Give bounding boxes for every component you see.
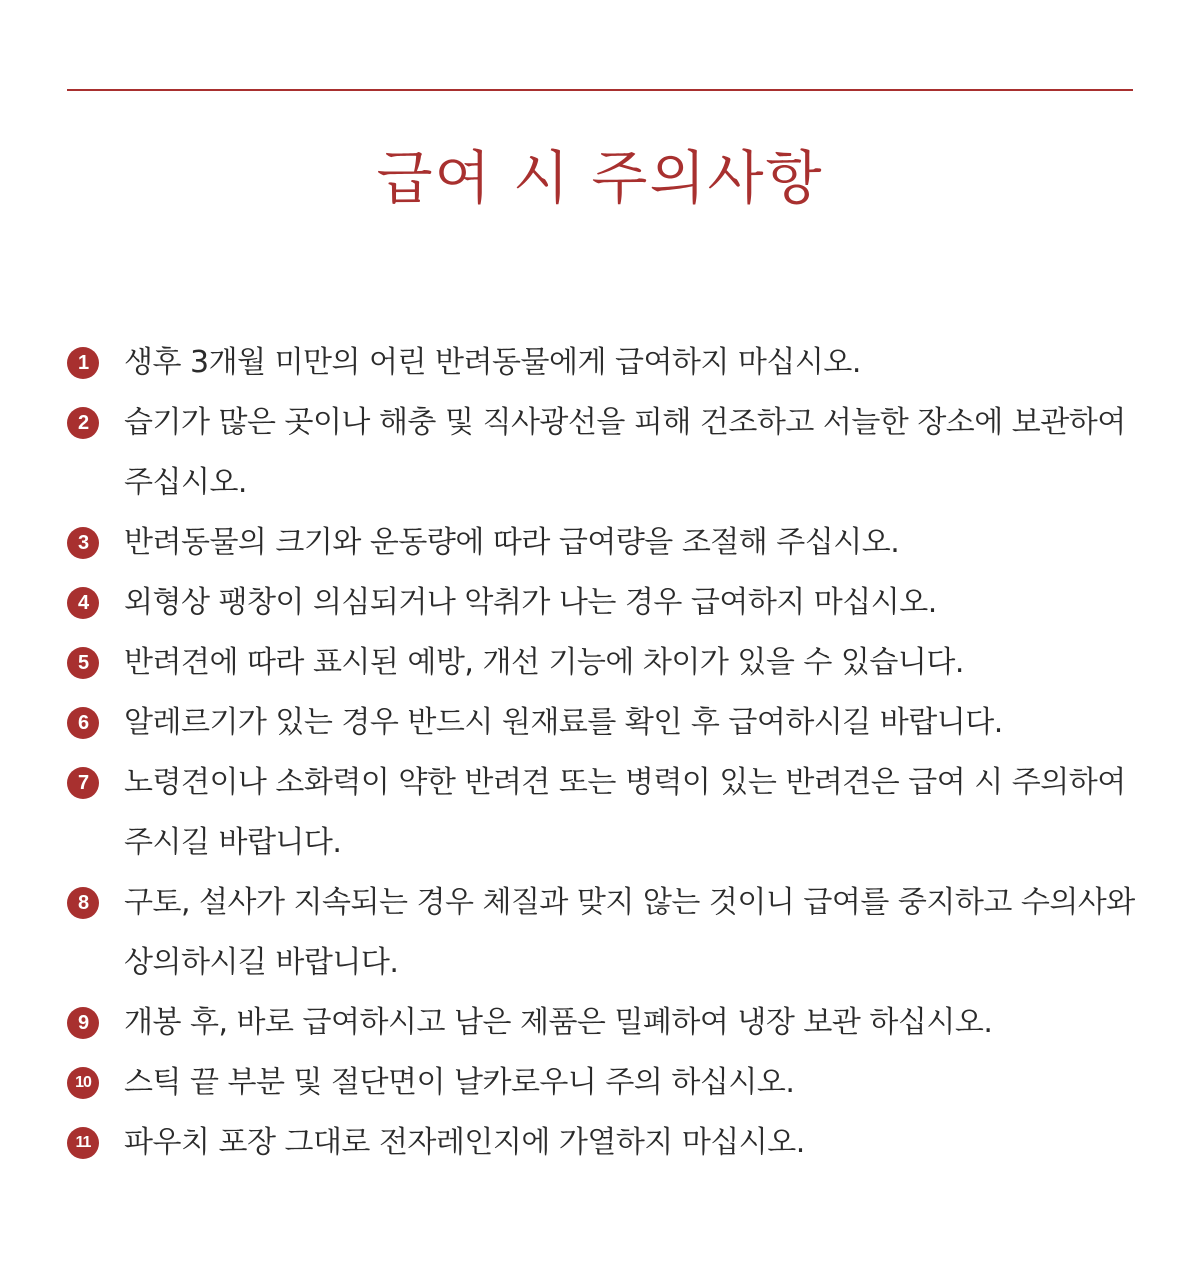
item-text: 생후 3개월 미만의 어린 반려동물에게 급여하지 마십시오.: [124, 345, 861, 380]
number-badge: 6: [67, 707, 99, 739]
item-text: 구토, 설사가 지속되는 경우 체질과 맞지 않는 것이니 급여를 중지하고 수의사와 상의하시길 바랍니다.: [124, 885, 1135, 980]
number-badge: 11: [67, 1127, 99, 1159]
caution-list: [67, 333, 1147, 1173]
top-divider: [67, 89, 1133, 91]
number-badge: 5: [67, 647, 99, 679]
list-item: [67, 693, 1147, 753]
number-badge: 8: [67, 887, 99, 919]
list-item: [67, 333, 1147, 393]
number-badge: 10: [67, 1067, 99, 1099]
item-text: 외형상 팽창이 의심되거나 악취가 나는 경우 급여하지 마십시오.: [124, 585, 937, 620]
item-text: 반려견에 따라 표시된 예방, 개선 기능에 차이가 있을 수 있습니다.: [124, 645, 964, 680]
item-text: 습기가 많은 곳이나 해충 및 직사광선을 피해 건조하고 서늘한 장소에 보관하여 주십시오.: [124, 405, 1126, 500]
item-text: 반려동물의 크기와 운동량에 따라 급여량을 조절해 주십시오.: [124, 525, 900, 560]
number-badge: 7: [67, 767, 99, 799]
list-item: [67, 993, 1147, 1053]
item-text: 스틱 끝 부분 및 절단면이 날카로우니 주의 하십시오.: [124, 1065, 795, 1100]
list-item: [67, 1053, 1147, 1113]
item-text: 알레르기가 있는 경우 반드시 원재료를 확인 후 급여하시길 바랍니다.: [124, 705, 1003, 740]
list-item: [67, 873, 1147, 993]
list-item: [67, 513, 1147, 573]
list-item: [67, 393, 1147, 513]
number-badge: 2: [67, 407, 99, 439]
item-text: 파우치 포장 그대로 전자레인지에 가열하지 마십시오.: [124, 1125, 805, 1160]
page-title: 급여 시 주의사항: [376, 144, 824, 212]
list-item: [67, 1113, 1147, 1173]
number-badge: 4: [67, 587, 99, 619]
list-item: [67, 753, 1147, 873]
item-text: 개봉 후, 바로 급여하시고 남은 제품은 밀폐하여 냉장 보관 하십시오.: [124, 1005, 993, 1040]
number-badge: 3: [67, 527, 99, 559]
item-text: 노령견이나 소화력이 약한 반려견 또는 병력이 있는 반려견은 급여 시 주의하여 주시길 바랍니다.: [124, 765, 1126, 860]
list-item: [67, 573, 1147, 633]
number-badge: 9: [67, 1007, 99, 1039]
list-item: [67, 633, 1147, 693]
number-badge: 1: [67, 347, 99, 379]
